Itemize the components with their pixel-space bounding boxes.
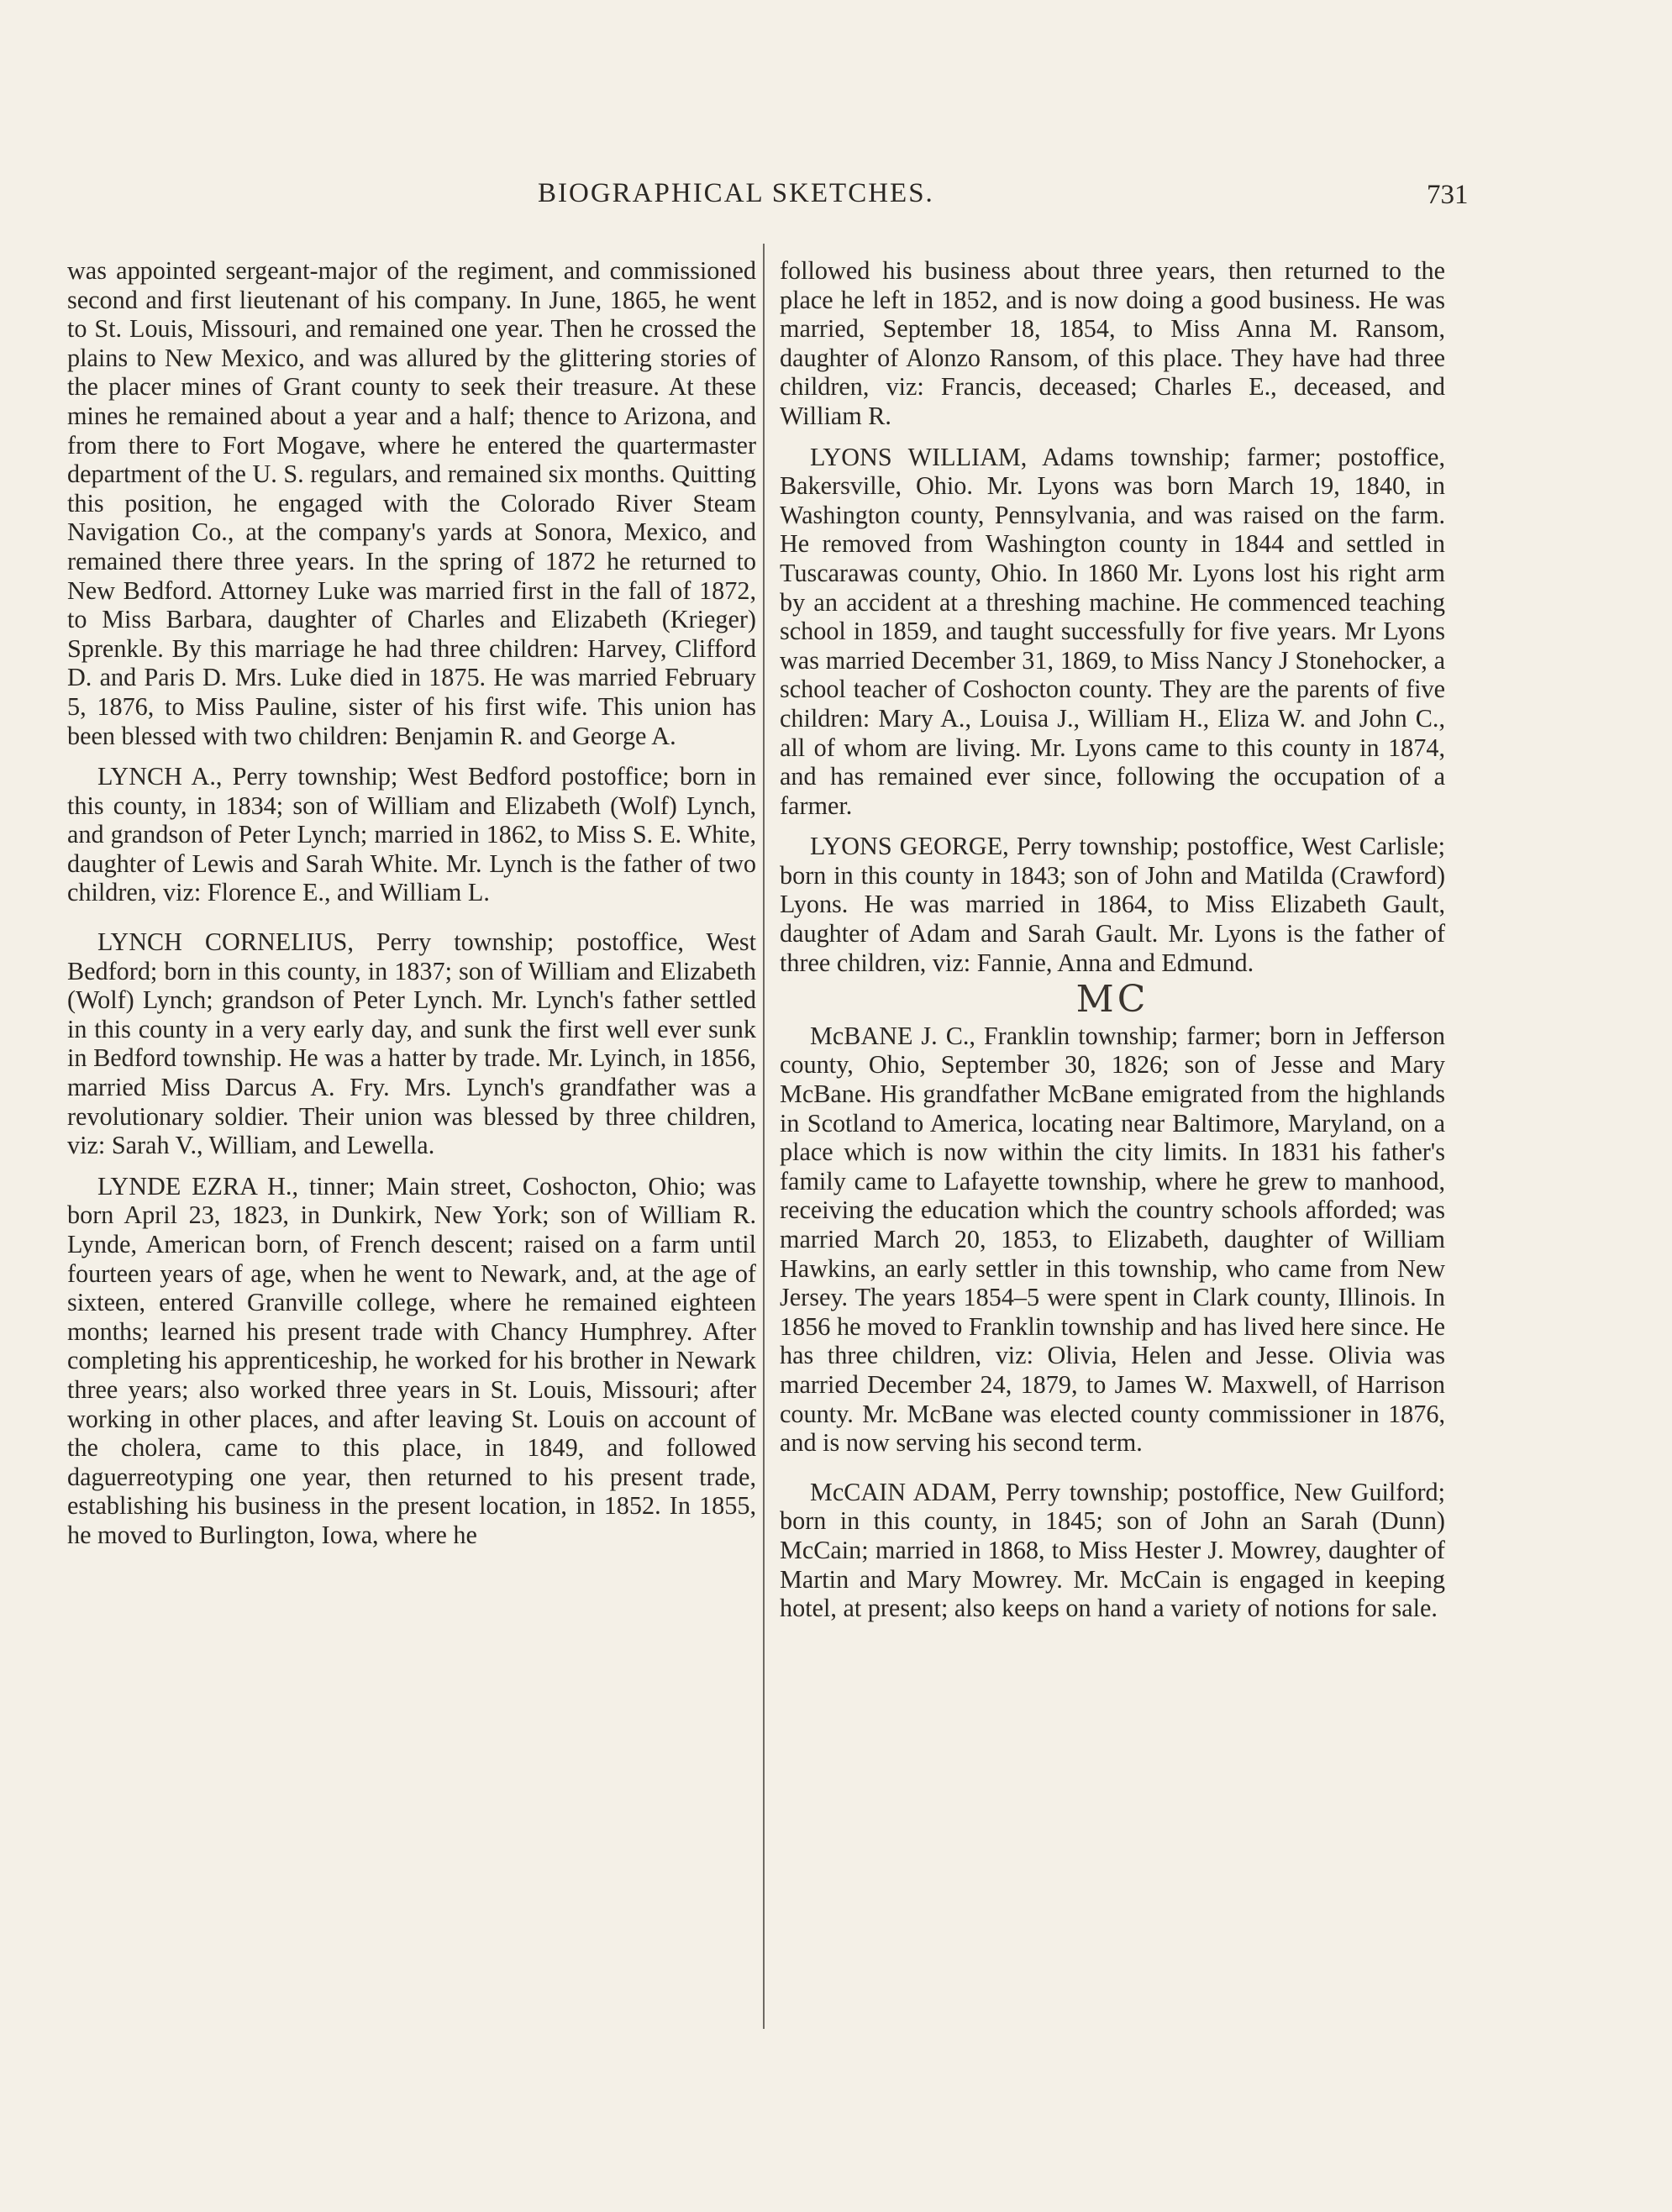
page-number: 731	[1427, 180, 1469, 210]
right-column	[780, 256, 1445, 1623]
entry-mcbane: McBANE J. C., Franklin township; farmer; born in Jefferson county, Ohio, September 30, 1826; son of Jesse and Mary McBane. His grandfather McBane emigrated from the highlands in Scotland to America, locating near Baltimore, Maryland, on a place which is now within the city limits. In 1831 his father's family came to Lafayette township, where he grew to manhood, receiving the education which the country schools afforded; was married March 20, 1853, to Elizabeth, daughter of William Hawkins, an early settler in this township, who came from New Jersey. The years 1854–5 were spent in Clark county, Illinois. In 1856 he moved to Franklin township and has lived here since. He has three children, viz: Olivia, Helen and Jesse. Olivia was married December 24, 1879, to James W. Maxwell, of Harrison county. Mr. McBane was elected county commissioner in 1876, and is now serving his second term.	[780, 1021, 1445, 1458]
continued-paragraph: was appointed sergeant-major of the regiment, and commissioned second and first lieutenant of his company. In June, 1865, he went to St. Louis, Missouri, and remained one year. Then he crossed the plains to New Mexico, and was allured by the glittering stories of the placer mines of Grant county to seek their treasure. At these mines he remained about a year and a half; thence to Arizona, and from there to Fort Mogave, where he entered the quartermaster department of the U. S. regulars, and remained six months. Quitting this position, he engaged with the Colorado River Steam Navigation Co., at the company's yards at Sonora, Mexico, and remained there three years. In the spring of 1872 he returned to New Bedford. Attorney Luke was married first in the fall of 1872, to Miss Barbara, daughter of Charles and Elizabeth (Krieger) Sprenkle. By this marriage he had three children: Harvey, Clifford D. and Paris D. Mrs. Luke died in 1875. He was married February 5, 1876, to Miss Pauline, sister of his first wife. This union has been blessed with two children: Benjamin R. and George A.	[67, 256, 756, 750]
left-column	[67, 256, 756, 1550]
entry-mccain: McCAIN ADAM, Perry township; postoffice, New Guilford; born in this county, in 1845; son of John an Sarah (Dunn) McCain; married in 1868, to Miss Hester J. Mowrey, daughter of Martin and Mary Mowrey. Mr. McCain is engaged in keeping hotel, at present; also keeps on hand a variety of notions for sale.	[780, 1477, 1445, 1623]
continued-paragraph-right: followed his business about three years, then returned to the place he left in 1852, and is now doing a good business. He was married, September 18, 1854, to Miss Anna M. Ransom, daughter of Alonzo Ransom, of this place. They have had three children, viz: Francis, deceased; Charles E., deceased, and William R.	[780, 256, 1445, 430]
entry-lyons-william: LYONS WILLIAM, Adams township; farmer; postoffice, Bakersville, Ohio. Mr. Lyons was born March 19, 1840, in Washington county, Pennsylvania, and was raised on the farm. He removed from Washington county in 1844 and settled in Tuscarawas county, Ohio. In 1860 Mr. Lyons lost his right arm by an accident at a threshing machine. He commenced teaching school in 1859, and taught successfully for five years. Mr Lyons was married December 31, 1869, to Miss Nancy J Stonehocker, a school teacher of Coshocton county. They are the parents of five children: Mary A., Louisa J., William H., Eliza W. and John C., all of whom are living. Mr. Lyons came to this county in 1874, and has remained ever since, following the occupation of a farmer.	[780, 442, 1445, 820]
entry-lynde-ezra: LYNDE EZRA H., tinner; Main street, Coshocton, Ohio; was born April 23, 1823, in Dunkirk, New York; son of William R. Lynde, American born, of French descent; raised on a farm until fourteen years of age, when he went to Newark, and, at the age of sixteen, entered Granville college, where he remained eighteen months; learned his present trade with Chancy Humphrey. After completing his apprenticeship, he worked for his brother in Newark three years; also worked three years in St. Louis, Missouri; after working in other places, and after leaving St. Louis on account of the cholera, came to this place, in 1849, and followed daguerreotyping one year, then returned to his present trade, establishing his business in the present location, in 1852. In 1855, he moved to Burlington, Iowa, where he	[67, 1171, 756, 1549]
entry-lyons-george: LYONS GEORGE, Perry township; postoffice, West Carlisle; born in this county in 1843; son of John and Matilda (Crawford) Lyons. He was married in 1864, to Miss Elizabeth Gault, daughter of Adam and Sarah Gault. Mr. Lyons is the father of three children, viz: Fannie, Anna and Edmund.	[780, 832, 1445, 977]
column-divider	[763, 244, 765, 2029]
section-heading-mc: MC	[1075, 978, 1149, 1022]
entry-lynch-a: LYNCH A., Perry township; West Bedford postoffice; born in this county, in 1834; son of William and Elizabeth (Wolf) Lynch, and grandson of Peter Lynch; married in 1862, to Miss S. E. White, daughter of Lewis and Sarah White. Mr. Lynch is the father of two children, viz: Florence E., and William L.	[67, 762, 756, 907]
running-head-title: BIOGRAPHICAL SKETCHES.	[538, 178, 934, 208]
entry-lynch-cornelius: LYNCH CORNELIUS, Perry township; postoffice, West Bedford; born in this county, in 1837; son of William and Elizabeth (Wolf) Lynch; grandson of Peter Lynch. Mr. Lynch's father settled in this county in a very early day, and sunk the first well ever sunk in Bedford township. He was a hatter by trade. Mr. Lyinch, in 1856, married Miss Darcus A. Fry. Mrs. Lynch's grandfather was a revolutionary soldier. Their union was blessed by three children, viz: Sarah V., William, and Lewella.	[67, 927, 756, 1160]
